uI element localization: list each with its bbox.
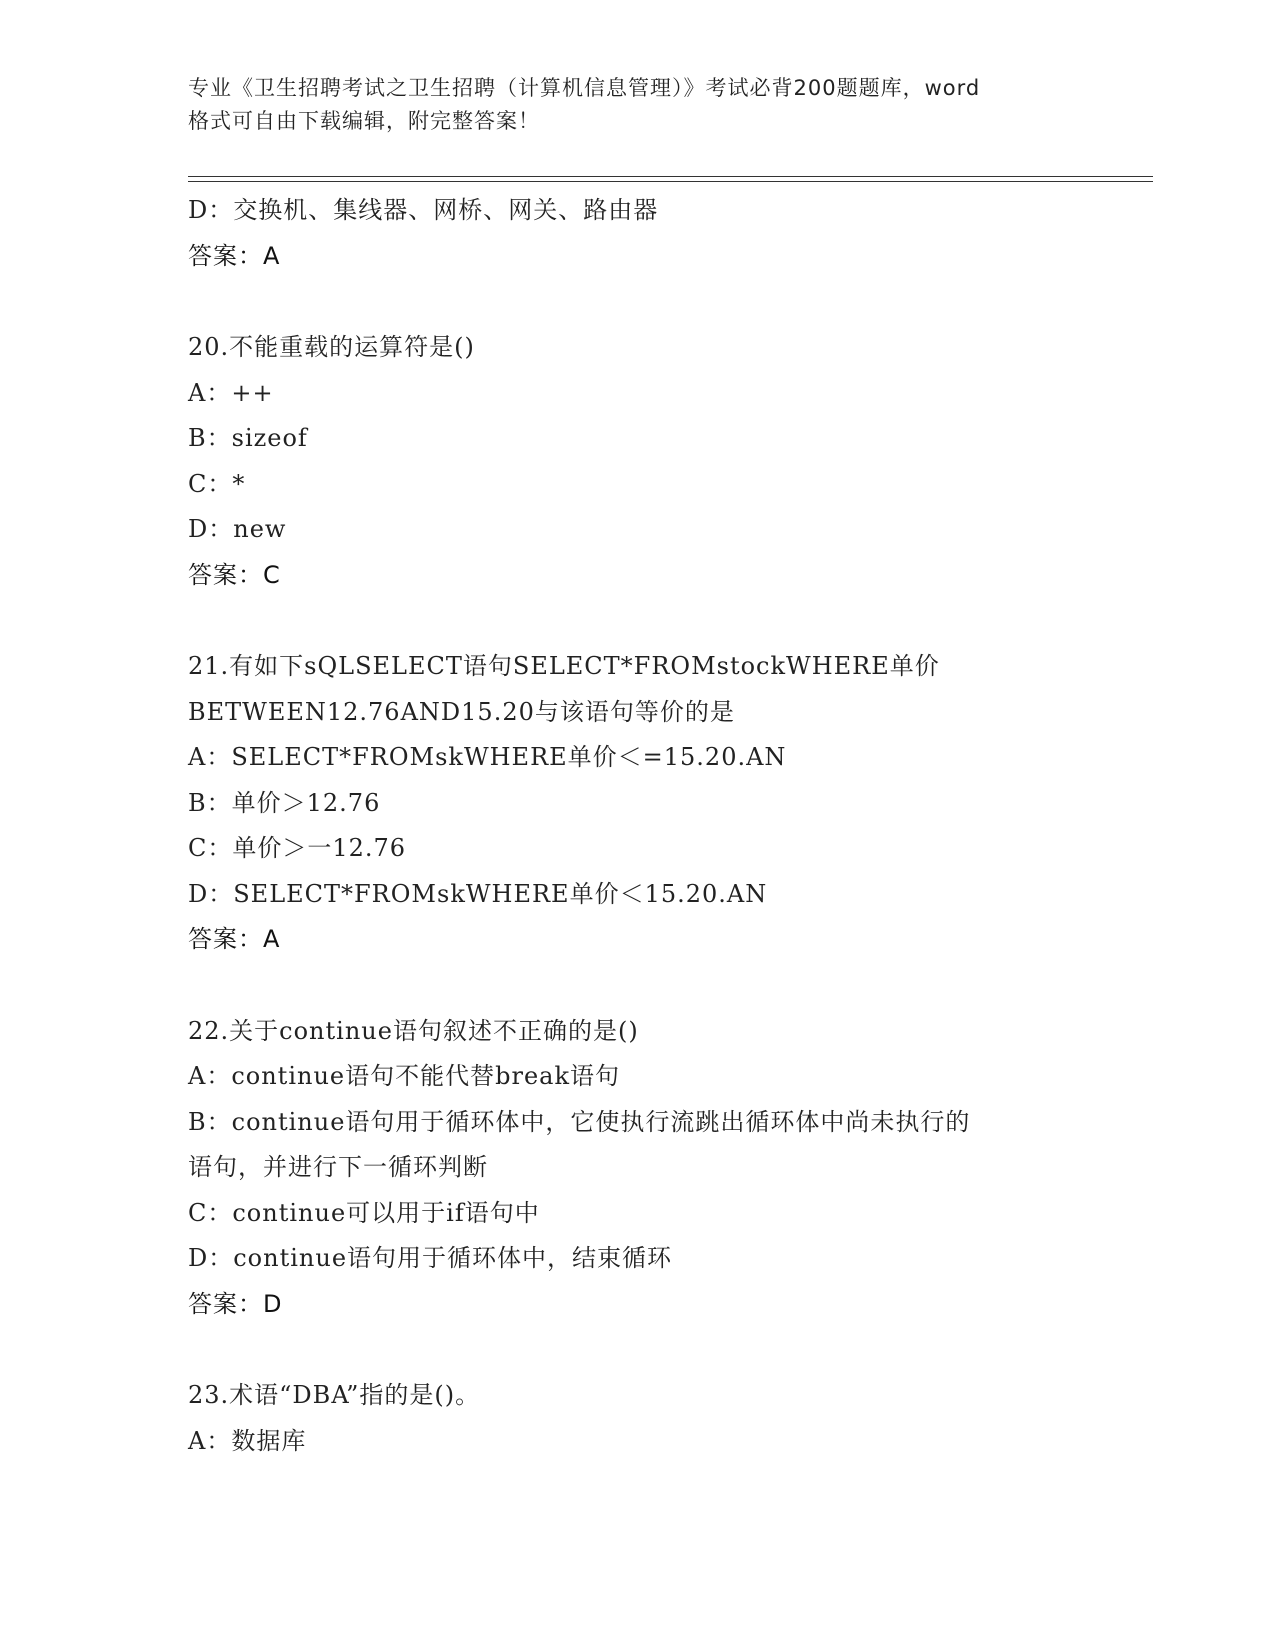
- option-line: A：数据库: [188, 1426, 307, 1455]
- option-line: B：单价＞12.76: [188, 788, 381, 817]
- option-line: D：new: [188, 515, 287, 543]
- option-line: A：SELECT*FROMskWHERE单价＜=15.20.AN: [188, 743, 787, 771]
- question-block: [188, 188, 1153, 279]
- option-line-continued: 语句，并进行下一循环判断: [188, 1153, 488, 1181]
- question-block: [188, 325, 1153, 598]
- question-text: 22.关于continue语句叙述不正确的是(): [188, 1016, 639, 1045]
- question-block: [188, 1009, 1153, 1328]
- answer-line: 答案：A: [188, 241, 281, 270]
- option-line: A：continue语句不能代替break语句: [188, 1062, 621, 1090]
- header-line-2: 格式可自由下载编辑，附完整答案！: [188, 109, 540, 133]
- header-divider-top: [188, 176, 1153, 177]
- answer-line: 答案：D: [188, 1289, 283, 1318]
- question-text: BETWEEN12.76AND15.20与该语句等价的是: [188, 697, 735, 726]
- question-text: 23.术语“DBA”指的是()。: [188, 1381, 481, 1409]
- option-line: A：++: [188, 378, 274, 407]
- question-text: 21.有如下sQLSELECT语句SELECT*FROMstockWHERE单价: [188, 652, 940, 680]
- option-line: C：单价＞一12.76: [188, 834, 407, 862]
- block-spacer: [188, 1327, 1153, 1373]
- option-line: D：SELECT*FROMskWHERE单价＜15.20.AN: [188, 879, 768, 908]
- block-spacer: [188, 279, 1153, 325]
- option-line: D：continue语句用于循环体中，结束循环: [188, 1244, 673, 1272]
- option-line: C：continue可以用于if语句中: [188, 1198, 540, 1227]
- question-list: [188, 188, 1153, 1464]
- document-header: [188, 72, 1088, 138]
- question-block: [188, 1373, 1153, 1464]
- option-line: B：sizeof: [188, 424, 308, 452]
- question-text: 20.不能重载的运算符是(): [188, 333, 475, 361]
- block-spacer: [188, 598, 1153, 644]
- option-line: D：交换机、集线器、网桥、网关、路由器: [188, 196, 659, 224]
- block-spacer: [188, 963, 1153, 1009]
- option-line: B：continue语句用于循环体中，它使执行流跳出循环体中尚未执行的: [188, 1107, 971, 1136]
- question-block: [188, 644, 1153, 963]
- answer-line: 答案：A: [188, 925, 281, 953]
- answer-line: 答案：C: [188, 560, 281, 589]
- header-divider-bottom: [188, 181, 1153, 182]
- header-line-1: 专业《卫生招聘考试之卫生招聘（计算机信息管理）》考试必背200题题库，word: [188, 76, 981, 100]
- option-line: C：*: [188, 469, 246, 498]
